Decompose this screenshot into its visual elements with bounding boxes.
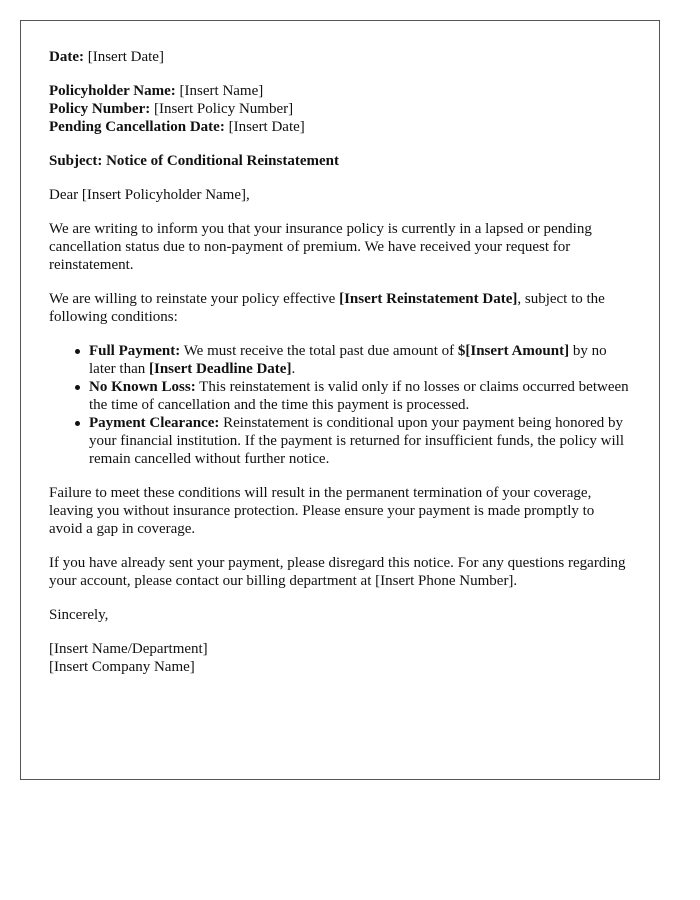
condition-title: No Known Loss: (89, 379, 196, 395)
letter-container (20, 20, 660, 780)
condition-title: Full Payment: (89, 343, 181, 359)
paragraph-reinstatement-before: We are willing to reinstate your policy effective (49, 291, 340, 307)
policyholder-value: [Insert Name] (179, 83, 264, 99)
policyholder-label: Policyholder Name: (49, 83, 176, 99)
paragraph-contact: If you have already sent your payment, please disregard this notice. For any questions regarding your account, please contact our billing department at [Insert Phone Number]. (49, 555, 626, 589)
subject-line (49, 152, 631, 170)
policy-number-label: Policy Number: (49, 101, 151, 117)
pending-cancellation-line (49, 118, 631, 136)
greeting: Dear [Insert Policyholder Name], (49, 187, 250, 203)
date-value: [Insert Date] (87, 49, 164, 65)
reinstatement-date-placeholder: [Insert Reinstatement Date] (339, 291, 518, 307)
condition-text: Reinstatement is conditional upon your payment being honored by your financial institution. If the payment is returned for insufficient funds, the policy will remain cancelled without further notice. (89, 415, 625, 467)
signature-name: [Insert Name/Department] (49, 641, 208, 657)
condition-text: . (291, 361, 296, 377)
pending-cancellation-value: [Insert Date] (228, 119, 305, 135)
paragraph-reinstatement (49, 290, 631, 326)
policy-info-block (49, 82, 631, 136)
paragraph-status: We are writing to inform you that your insurance policy is currently in a lapsed or pending cancellation status due to non-payment of premium. We have received your request for reinstatement. (49, 221, 592, 273)
closing: Sincerely, (49, 607, 109, 623)
deadline-date-placeholder: [Insert Deadline Date] (148, 361, 292, 377)
policy-number-line (49, 100, 631, 118)
signature-company: [Insert Company Name] (49, 659, 195, 675)
policyholder-line (49, 82, 631, 100)
condition-item-payment-clearance (89, 414, 631, 468)
signature-block (49, 640, 631, 676)
policy-number-value: [Insert Policy Number] (153, 101, 294, 117)
pending-cancellation-label: Pending Cancellation Date: (49, 119, 225, 135)
paragraph-reinstatement-after: , subject to the following conditions: (49, 291, 605, 325)
conditions-list (49, 342, 631, 468)
condition-item-full-payment (89, 342, 631, 378)
condition-text: by no later than (89, 343, 607, 377)
paragraph-failure: Failure to meet these conditions will result in the permanent termination of your coverage, leaving you without insurance protection. Please ensure your payment is made promptly to avoid a gap in coverage. (49, 485, 595, 537)
condition-item-no-known-loss (89, 378, 631, 414)
condition-title: Payment Clearance: (89, 415, 220, 431)
amount-placeholder: $[Insert Amount] (457, 343, 570, 359)
condition-text: We must receive the total past due amount of (180, 343, 458, 359)
subject-text: Subject: Notice of Conditional Reinstatement (49, 153, 339, 169)
date-label: Date: (49, 49, 84, 65)
condition-text: This reinstatement is valid only if no losses or claims occurred between the time of cancellation and the time this payment is processed. (89, 379, 629, 413)
date-line (49, 48, 631, 66)
